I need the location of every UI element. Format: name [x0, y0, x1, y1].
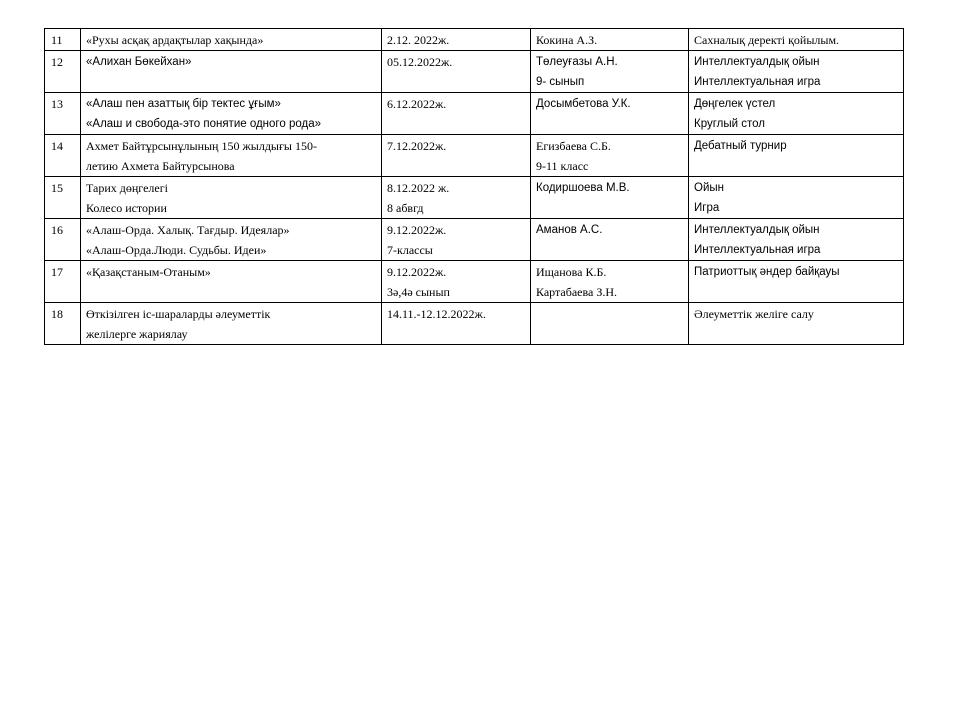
event-line: «Қазақстаным-Отаным» — [86, 265, 211, 279]
cell-event — [81, 93, 382, 135]
date-line: 7-классы — [387, 243, 433, 257]
date-line: 7.12.2022ж. — [387, 139, 447, 153]
table-row — [45, 29, 904, 51]
format-line: Патриоттық әндер байқауы — [694, 266, 840, 278]
event-line: «Рухы асқақ ардақтылар хақында» — [86, 33, 264, 47]
event-line: Ахмет Байтұрсынұлының 150 жылдығы 150- — [86, 139, 317, 153]
row-number: 14 — [45, 135, 81, 177]
date-line: 05.12.2022ж. — [387, 55, 453, 69]
format-line: Дөңгелек үстел — [694, 98, 776, 110]
cell-event — [81, 51, 382, 93]
date-line: 9.12.2022ж. — [387, 265, 447, 279]
cell-event — [81, 261, 382, 303]
cell-format — [689, 29, 904, 51]
cell-responsible — [531, 51, 689, 93]
event-line: Өткізілген іс-шараларды әлеуметтік — [86, 307, 271, 321]
responsible-line: Төлеуғазы А.Н. — [536, 56, 618, 68]
row-number: 18 — [45, 303, 81, 345]
cell-format — [689, 177, 904, 219]
format-line: Круглый стол — [694, 118, 765, 130]
cell-format — [689, 51, 904, 93]
row-number: 16 — [45, 219, 81, 261]
events-plan-body — [45, 29, 904, 345]
responsible-line: Ищанова К.Б. — [536, 265, 607, 279]
date-line: 8 абвгд — [387, 201, 424, 215]
format-line: Сахналық деректі қойылым. — [694, 33, 840, 47]
cell-responsible — [531, 219, 689, 261]
format-line: Интеллектуальная игра — [694, 244, 821, 256]
table-row — [45, 177, 904, 219]
event-line: «Алихан Бөкейхан» — [86, 56, 192, 68]
cell-event — [81, 303, 382, 345]
date-line: 8.12.2022 ж. — [387, 181, 450, 195]
date-line: 6.12.2022ж. — [387, 97, 447, 111]
row-number: 13 — [45, 93, 81, 135]
format-line: Интеллектуалдық ойын — [694, 224, 820, 236]
cell-date — [382, 303, 531, 345]
responsible-line: Досымбетова У.К. — [536, 98, 631, 110]
table-row — [45, 93, 904, 135]
event-line: «Алаш-Орда. Халық. Тағдыр. Идеялар» — [86, 223, 290, 237]
cell-event — [81, 177, 382, 219]
table-row — [45, 261, 904, 303]
responsible-line: Кокина А.З. — [536, 33, 598, 47]
cell-responsible — [531, 261, 689, 303]
cell-date — [382, 135, 531, 177]
format-line: Әлеуметтік желіге салу — [694, 307, 814, 321]
cell-event — [81, 29, 382, 51]
cell-responsible — [531, 93, 689, 135]
format-line: Дебатный турнир — [694, 140, 787, 152]
cell-date — [382, 51, 531, 93]
event-line: Тарих дөңгелегі — [86, 181, 168, 195]
cell-date — [382, 177, 531, 219]
date-line: 14.11.-12.12.2022ж. — [387, 307, 486, 321]
cell-date — [382, 219, 531, 261]
responsible-line: Кодиршоева М.В. — [536, 182, 630, 194]
cell-responsible — [531, 177, 689, 219]
responsible-line: 9- сынып — [536, 76, 585, 88]
date-line: 2.12. 2022ж. — [387, 33, 450, 47]
cell-date — [382, 93, 531, 135]
cell-responsible — [531, 303, 689, 345]
table-row — [45, 135, 904, 177]
responsible-line: Егизбаева С.Б. — [536, 139, 611, 153]
format-line: Игра — [694, 202, 720, 214]
cell-format — [689, 219, 904, 261]
row-number: 11 — [45, 29, 81, 51]
row-number: 15 — [45, 177, 81, 219]
event-line: «Алаш и свобода-это понятие одного рода» — [86, 118, 322, 130]
responsible-line: 9-11 класс — [536, 159, 589, 173]
cell-format — [689, 261, 904, 303]
format-line: Ойын — [694, 182, 724, 194]
cell-event — [81, 219, 382, 261]
date-line: 9.12.2022ж. — [387, 223, 447, 237]
format-line: Интеллектуальная игра — [694, 76, 821, 88]
table-row — [45, 303, 904, 345]
event-line: летию Ахмета Байтурсынова — [86, 159, 235, 173]
events-plan-table — [44, 28, 904, 345]
format-line: Интеллектуалдық ойын — [694, 56, 820, 68]
cell-responsible — [531, 135, 689, 177]
event-line: желілерге жариялау — [86, 327, 188, 341]
cell-responsible — [531, 29, 689, 51]
cell-format — [689, 93, 904, 135]
cell-format — [689, 303, 904, 345]
responsible-line: Картабаева З.Н. — [536, 285, 617, 299]
event-line: «Алаш-Орда.Люди. Судьбы. Идеи» — [86, 243, 267, 257]
cell-date — [382, 29, 531, 51]
responsible-line: Аманов А.С. — [536, 224, 603, 236]
cell-event — [81, 135, 382, 177]
date-line: 3ә,4ә сынып — [387, 285, 450, 299]
event-line: Колесо истории — [86, 201, 167, 215]
table-row — [45, 219, 904, 261]
event-line: «Алаш пен азаттық бір тектес ұғым» — [86, 98, 281, 110]
row-number: 17 — [45, 261, 81, 303]
cell-date — [382, 261, 531, 303]
cell-format — [689, 135, 904, 177]
table-row — [45, 51, 904, 93]
row-number: 12 — [45, 51, 81, 93]
